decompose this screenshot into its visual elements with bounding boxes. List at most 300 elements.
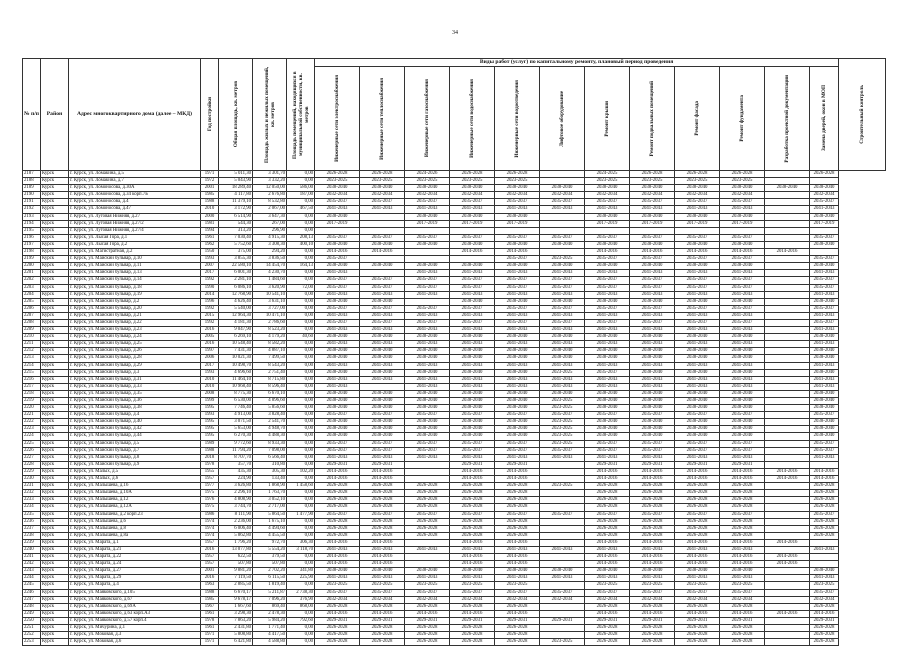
table-cell: 2041-2043 — [675, 291, 720, 298]
table-cell: 2225 — [23, 440, 41, 447]
table-cell: 2038-2040 — [495, 263, 540, 270]
table-cell: 2032-2034 — [810, 192, 839, 199]
table-cell: 2038-2040 — [495, 355, 540, 362]
table-cell: 0,00 — [287, 447, 315, 454]
table-cell: 224,90 — [219, 476, 253, 483]
table-cell: 2038-2040 — [810, 369, 839, 376]
table-cell: 2026-2028 — [810, 639, 839, 646]
table-cell: 2235 — [23, 511, 41, 518]
table-cell: 2026-2028 — [495, 504, 540, 511]
table-cell: г. Курск, ул. Маяковского, д.69А — [69, 603, 201, 610]
table-cell: 8 532,80 — [253, 199, 287, 206]
table-cell: 2038-2040 — [675, 213, 720, 220]
table-cell: 3 301,70 — [253, 171, 287, 178]
table-cell: 1975 — [201, 504, 219, 511]
table-cell: 133,40 — [253, 476, 287, 483]
table-cell: 2026-2028 — [810, 525, 839, 532]
table-row — [23, 256, 886, 263]
table-cell: 2041-2043 — [405, 270, 450, 277]
table-cell: Курск — [41, 405, 69, 412]
table-cell: 2032-2034 — [360, 192, 405, 199]
table-cell: г. Курск, ул. Майский бульвар, д.33 — [69, 383, 201, 390]
table-cell: 2014-2016 — [315, 249, 360, 256]
table-cell: 2017-2019 — [585, 220, 630, 227]
table-cell: 2038-2040 — [495, 426, 540, 433]
col-num-header: № п/п — [23, 59, 41, 171]
table-cell: 2041-2043 — [675, 454, 720, 461]
table-cell: 2032-2034 — [315, 596, 360, 603]
table-cell: 4 896,60 — [253, 398, 287, 405]
table-cell: 2029-2031 — [675, 461, 720, 468]
table-row — [23, 348, 886, 355]
table-cell: г. Курск, ул. Моковая, д.6 — [69, 639, 201, 646]
table-cell: 2041-2043 — [315, 376, 360, 383]
table-cell: 2038-2040 — [675, 298, 720, 305]
table-cell: 3 172,90 — [219, 206, 253, 213]
table-cell: 8 933,30 — [253, 440, 287, 447]
table-cell — [765, 334, 810, 341]
table-cell: г. Курск, ул. Марата, д.4 — [69, 582, 201, 589]
table-cell: 4 887,10 — [253, 348, 287, 355]
table-cell: 2041-2043 — [540, 362, 585, 369]
table-cell: 2041-2043 — [810, 270, 839, 277]
table-cell: 0,00 — [287, 405, 315, 412]
table-cell: 2026-2028 — [720, 603, 765, 610]
table-cell: 2038-2040 — [315, 263, 360, 270]
table-cell: 1950 — [201, 249, 219, 256]
table-cell: 2038-2040 — [720, 355, 765, 362]
table-cell: 2026-2028 — [675, 639, 720, 646]
table-cell: 2014-2016 — [585, 554, 630, 561]
table-cell: г. Курск, ул. Майский бульвар, д.35 — [69, 390, 201, 397]
table-cell: 1996 — [201, 298, 219, 305]
table-cell: 2041-2043 — [360, 341, 405, 348]
table-cell: 2026-2028 — [630, 639, 675, 646]
table-cell: 2014-2016 — [720, 468, 765, 475]
table-cell: 2026-2028 — [585, 497, 630, 504]
table-cell: 5 211,87 — [253, 589, 287, 596]
table-cell: 0,00 — [287, 561, 315, 568]
table-cell — [765, 632, 810, 639]
table-cell: 2035-2037 — [450, 277, 495, 284]
table-cell: 2029-2031 — [630, 461, 675, 468]
table-cell: 2032-2034 — [495, 596, 540, 603]
table-cell: 2026-2028 — [720, 525, 765, 532]
table-row — [23, 227, 886, 234]
table-cell: 2035-2037 — [315, 199, 360, 206]
table-cell: 10 471,10 — [253, 312, 287, 319]
table-cell: 2026-2028 — [360, 490, 405, 497]
table-cell: 4 588,80 — [253, 639, 287, 646]
table-cell: 2038-2040 — [630, 263, 675, 270]
table-cell: 8 707,70 — [219, 454, 253, 461]
table-cell: 2038-2040 — [450, 263, 495, 270]
table-cell: 2035-2037 — [630, 305, 675, 312]
table-cell: 4 181,30 — [219, 319, 253, 326]
table-cell: 2041-2043 — [360, 327, 405, 334]
table-cell: 2035-2037 — [405, 284, 450, 291]
table-cell: 2041-2043 — [405, 546, 450, 553]
table-cell: 2041-2043 — [450, 575, 495, 582]
table-cell: 2026-2028 — [810, 490, 839, 497]
table-cell: Курск — [41, 476, 69, 483]
table-cell: 2014-2016 — [810, 476, 839, 483]
work-group-header: Виды работ (услуг) по капитальному ремонту, плановый период проведения — [315, 59, 839, 67]
table-row — [23, 206, 886, 213]
table-cell: 5 011,30 — [219, 171, 253, 178]
table-cell — [810, 539, 839, 546]
table-cell: 1977 — [201, 483, 219, 490]
table-cell — [765, 426, 810, 433]
table-cell: 2026-2028 — [585, 625, 630, 632]
table-cell — [765, 305, 810, 312]
table-cell: 2035-2037 — [540, 284, 585, 291]
table-cell: г. Курск, ул. Майский бульвар, д.29 — [69, 362, 201, 369]
table-cell: Курск — [41, 575, 69, 582]
table-cell: 2038-2040 — [360, 398, 405, 405]
table-cell: г. Курск, ул. Маяковского, д.63 корп.А3 — [69, 610, 201, 617]
table-cell: 2023-2025 — [495, 178, 540, 185]
table-cell: 2038-2040 — [675, 426, 720, 433]
table-cell: Курск — [41, 206, 69, 213]
table-cell: 2026-2028 — [630, 632, 675, 639]
table-cell: 2014-2016 — [630, 249, 675, 256]
table-cell: 1993 — [201, 412, 219, 419]
table-cell — [765, 582, 810, 589]
table-row — [23, 263, 886, 270]
table-cell: 2035-2037 — [675, 284, 720, 291]
table-cell: 2038-2040 — [675, 568, 720, 575]
table-cell: Курск — [41, 504, 69, 511]
table-cell: 2038-2040 — [810, 334, 839, 341]
table-cell: 2038-2040 — [675, 433, 720, 440]
table-cell: 8 775,30 — [219, 390, 253, 397]
table-cell: г. Курск, ул. Ломакина, д.7 — [69, 178, 201, 185]
table-cell: 1978 — [201, 617, 219, 624]
table-row — [23, 241, 886, 248]
table-cell: 0,00 — [287, 305, 315, 312]
table-cell: 2038-2040 — [810, 348, 839, 355]
table-cell: 2023-2025 — [540, 483, 585, 490]
table-row — [23, 447, 886, 454]
table-cell: 4 948,70 — [253, 426, 287, 433]
table-cell: 2038-2040 — [360, 433, 405, 440]
table-cell: 2208 — [23, 319, 41, 326]
table-cell: 1999 — [201, 398, 219, 405]
table-cell: 2038-2040 — [585, 263, 630, 270]
table-cell: 1978 — [201, 461, 219, 468]
table-cell: 2038-2040 — [405, 185, 450, 192]
table-cell: 2253 — [23, 639, 41, 646]
table-cell: 1 819,40 — [253, 582, 287, 589]
table-cell: 2035-2037 — [495, 256, 540, 263]
col-district-header: Район — [41, 59, 69, 171]
table-cell: 2041-2043 — [630, 206, 675, 213]
table-row — [23, 596, 886, 603]
table-cell: 2248 — [23, 603, 41, 610]
table-cell: 2041-2043 — [360, 206, 405, 213]
table-cell: 2035-2037 — [315, 256, 360, 263]
table-cell: 1993 — [201, 256, 219, 263]
table-cell: 2014-2016 — [450, 554, 495, 561]
table-row — [23, 426, 886, 433]
table-cell: 2035-2037 — [540, 234, 585, 241]
table-cell: 0,00 — [287, 454, 315, 461]
table-cell: 2041-2043 — [720, 327, 765, 334]
table-cell: Курск — [41, 341, 69, 348]
table-row — [23, 603, 886, 610]
table-cell: 2038-2040 — [675, 398, 720, 405]
table-cell: г. Курск, ул. Майский бульвар, д.23 — [69, 327, 201, 334]
table-row — [23, 497, 886, 504]
table-cell: 2014-2016 — [675, 539, 720, 546]
table-cell: 2041-2043 — [495, 270, 540, 277]
table-cell: 2038-2040 — [585, 405, 630, 412]
table-cell: г. Курск, ул. Малышева, д.16 — [69, 483, 201, 490]
table-cell: 2038-2040 — [810, 355, 839, 362]
table-cell: 2038-2040 — [360, 426, 405, 433]
table-cell: 2026-2028 — [630, 518, 675, 525]
table-cell: 5 540,00 — [219, 305, 253, 312]
table-row — [23, 185, 886, 192]
table-cell: 2238 — [23, 532, 41, 539]
table-cell: 2029-2031 — [360, 617, 405, 624]
table-cell: 3 626,80 — [219, 483, 253, 490]
table-cell: 2026-2028 — [450, 632, 495, 639]
table-cell — [765, 433, 810, 440]
table-cell: 2026-2028 — [585, 603, 630, 610]
table-cell: г. Курск, ул. Майский бульвар, д.22 — [69, 319, 201, 326]
table-cell: г. Курск, ул. Майский бульвар, д.21 — [69, 312, 201, 319]
table-cell: 2014-2016 — [360, 554, 405, 561]
table-cell: 2026-2028 — [450, 639, 495, 646]
table-cell — [540, 461, 585, 468]
table-cell: 2217 — [23, 383, 41, 390]
table-cell: 2026-2028 — [450, 171, 495, 178]
table-cell: 2007 — [201, 263, 219, 270]
table-cell: 507,80 — [253, 561, 287, 568]
table-cell: 2026-2028 — [810, 518, 839, 525]
table-cell: 2017-2019 — [405, 220, 450, 227]
table-cell: 1971 — [201, 171, 219, 178]
table-cell — [540, 561, 585, 568]
table-cell — [765, 312, 810, 319]
table-cell — [540, 625, 585, 632]
table-cell: 7 431,30 — [219, 348, 253, 355]
table-cell: 2032-2034 — [540, 596, 585, 603]
table-cell — [765, 277, 810, 284]
table-cell: Курск — [41, 603, 69, 610]
table-cell: 2038-2040 — [450, 426, 495, 433]
table-cell — [765, 497, 810, 504]
table-cell: 2041-2043 — [405, 454, 450, 461]
col-w1-header: Инженерные сети электроснабжения — [315, 67, 360, 171]
table-cell: 2241 — [23, 554, 41, 561]
table-cell: 1957 — [201, 539, 219, 546]
table-cell: 0,00 — [287, 497, 315, 504]
table-cell: 2014-2016 — [450, 249, 495, 256]
table-cell: 2035-2037 — [360, 447, 405, 454]
table-cell: 2014-2016 — [585, 468, 630, 475]
table-row — [23, 291, 886, 298]
col-w12-header: Замена дверей, окон в МОП — [810, 67, 839, 171]
table-cell: 0,00 — [287, 518, 315, 525]
table-cell: 2038-2040 — [630, 334, 675, 341]
table-cell: 2038-2040 — [810, 405, 839, 412]
table-cell: 2038-2040 — [630, 241, 675, 248]
table-cell: 2038-2040 — [540, 241, 585, 248]
table-cell: 4 626,40 — [219, 298, 253, 305]
table-cell — [360, 220, 405, 227]
table-cell: 2026-2028 — [810, 504, 839, 511]
table-cell: 3 855,30 — [219, 256, 253, 263]
table-cell — [765, 405, 810, 412]
table-cell: 2041-2043 — [405, 312, 450, 319]
table-cell: 2014-2016 — [720, 249, 765, 256]
table-cell: 3 647,30 — [253, 213, 287, 220]
table-cell: 2038-2040 — [405, 355, 450, 362]
table-cell — [810, 227, 839, 234]
table-cell: 2026-2028 — [360, 525, 405, 532]
table-cell: 972,70 — [253, 539, 287, 546]
table-cell: 2041-2043 — [540, 575, 585, 582]
col-w8-header: Ремонт подвальных помещений — [630, 67, 675, 171]
table-cell: 2014-2016 — [495, 610, 540, 617]
table-cell: 2041-2043 — [495, 454, 540, 461]
table-cell: 2014-2016 — [495, 249, 540, 256]
table-cell: 2035-2037 — [810, 305, 839, 312]
table-row — [23, 433, 886, 440]
table-cell: 2026-2028 — [630, 483, 675, 490]
table-cell: 2243 — [23, 568, 41, 575]
table-cell: 2041-2043 — [360, 312, 405, 319]
table-cell: 6 670,17 — [219, 589, 253, 596]
table-cell: г. Курск, ул. Лысая Гора, д.2 — [69, 241, 201, 248]
table-cell: 2038-2040 — [450, 355, 495, 362]
table-cell: 2023-2025 — [675, 582, 720, 589]
table-cell: 2041-2043 — [360, 575, 405, 582]
table-cell: 2038-2040 — [585, 213, 630, 220]
table-row — [23, 582, 886, 589]
table-cell: г. Курск, ул. Малышева, д.10А — [69, 490, 201, 497]
table-cell: 1992 — [201, 277, 219, 284]
table-cell: 2026-2028 — [315, 632, 360, 639]
table-row — [23, 468, 886, 475]
table-cell — [540, 249, 585, 256]
table-cell: 2018 — [201, 454, 219, 461]
table-cell: 2038-2040 — [720, 185, 765, 192]
page-number: 34 — [452, 30, 458, 36]
table-cell — [765, 291, 810, 298]
table-cell: Курск — [41, 447, 69, 454]
table-cell: 2041-2043 — [450, 383, 495, 390]
table-cell: 9 678,17 — [219, 596, 253, 603]
table-cell: г. Курск, ул. Моковая, д.3 — [69, 632, 201, 639]
table-cell: 1988 — [201, 199, 219, 206]
table-cell: 2041-2043 — [810, 206, 839, 213]
table-cell: 2038-2040 — [540, 390, 585, 397]
table-cell: 2038-2040 — [675, 369, 720, 376]
table-cell: 2041-2043 — [810, 362, 839, 369]
table-cell: 2029-2031 — [585, 461, 630, 468]
table-cell: 1981 — [201, 220, 219, 227]
table-cell: 1972 — [201, 178, 219, 185]
table-cell — [540, 497, 585, 504]
table-row — [23, 440, 886, 447]
table-cell: 2228 — [23, 461, 41, 468]
table-cell: 2026-2028 — [315, 171, 360, 178]
table-cell: 2023-2025 — [540, 433, 585, 440]
table-cell: 2041-2043 — [450, 291, 495, 298]
table-cell: 2038-2040 — [810, 213, 839, 220]
table-cell — [810, 178, 839, 185]
table-cell: 10 021,30 — [219, 355, 253, 362]
table-cell: Курск — [41, 355, 69, 362]
table-cell: Курск — [41, 298, 69, 305]
table-cell — [405, 476, 450, 483]
table-cell: 2026-2028 — [630, 625, 675, 632]
table-cell: 0,00 — [287, 433, 315, 440]
table-cell: 2242 — [23, 561, 41, 568]
table-cell: 2014-2016 — [675, 468, 720, 475]
table-cell: 3 631,10 — [253, 298, 287, 305]
table-cell: 622,50 — [219, 554, 253, 561]
table-row — [23, 383, 886, 390]
table-cell: 2038-2040 — [405, 213, 450, 220]
table-cell: 2038-2040 — [720, 369, 765, 376]
table-cell: 792,60 — [287, 617, 315, 624]
table-cell: 2191 — [23, 199, 41, 206]
table-cell: 2038-2040 — [720, 405, 765, 412]
table-cell: 2038-2040 — [585, 568, 630, 575]
table-cell: 2035-2037 — [720, 412, 765, 419]
table-cell: г. Курск, ул. Ломоносова, д.34 корп.7Б — [69, 192, 201, 199]
table-cell: 2014-2016 — [495, 539, 540, 546]
table-cell: 2041-2043 — [495, 327, 540, 334]
table-cell: г. Курск, ул. Малышева, д.2 корп.23 — [69, 511, 201, 518]
table-cell: 2038-2040 — [315, 241, 360, 248]
table-cell: 2026-2028 — [675, 504, 720, 511]
table-cell: 2035-2037 — [675, 440, 720, 447]
table-cell — [765, 575, 810, 582]
table-row — [23, 398, 886, 405]
table-cell: г. Курск, ул. Майский бульвар, д.11 — [69, 263, 201, 270]
table-cell: 2215 — [23, 369, 41, 376]
table-cell: 2035-2037 — [495, 199, 540, 206]
table-cell: 0,00 — [287, 227, 315, 234]
table-cell: 2237 — [23, 525, 41, 532]
table-cell — [765, 511, 810, 518]
table-cell: 2229 — [23, 468, 41, 475]
table-cell: 2035-2037 — [675, 447, 720, 454]
table-cell — [630, 227, 675, 234]
table-cell: 2035-2037 — [450, 412, 495, 419]
table-cell: 2211 — [23, 341, 41, 348]
table-cell: 2038-2040 — [810, 390, 839, 397]
table-cell: 2205 — [23, 298, 41, 305]
table-cell: 7 863,20 — [219, 617, 253, 624]
table-cell: 2035-2037 — [675, 319, 720, 326]
table-cell: г. Курск, ул. Майский бульвар, д.26 — [69, 348, 201, 355]
table-cell: 0,00 — [287, 390, 315, 397]
table-cell: 2041-2043 — [810, 383, 839, 390]
table-cell: 0,00 — [287, 341, 315, 348]
table-cell: 225,90 — [287, 575, 315, 582]
table-cell: г. Курск, ул. Майский бульвар, д.3 — [69, 369, 201, 376]
table-cell: 2035-2037 — [630, 199, 675, 206]
table-cell: 2041-2043 — [315, 291, 360, 298]
table-cell: 2041-2043 — [720, 206, 765, 213]
